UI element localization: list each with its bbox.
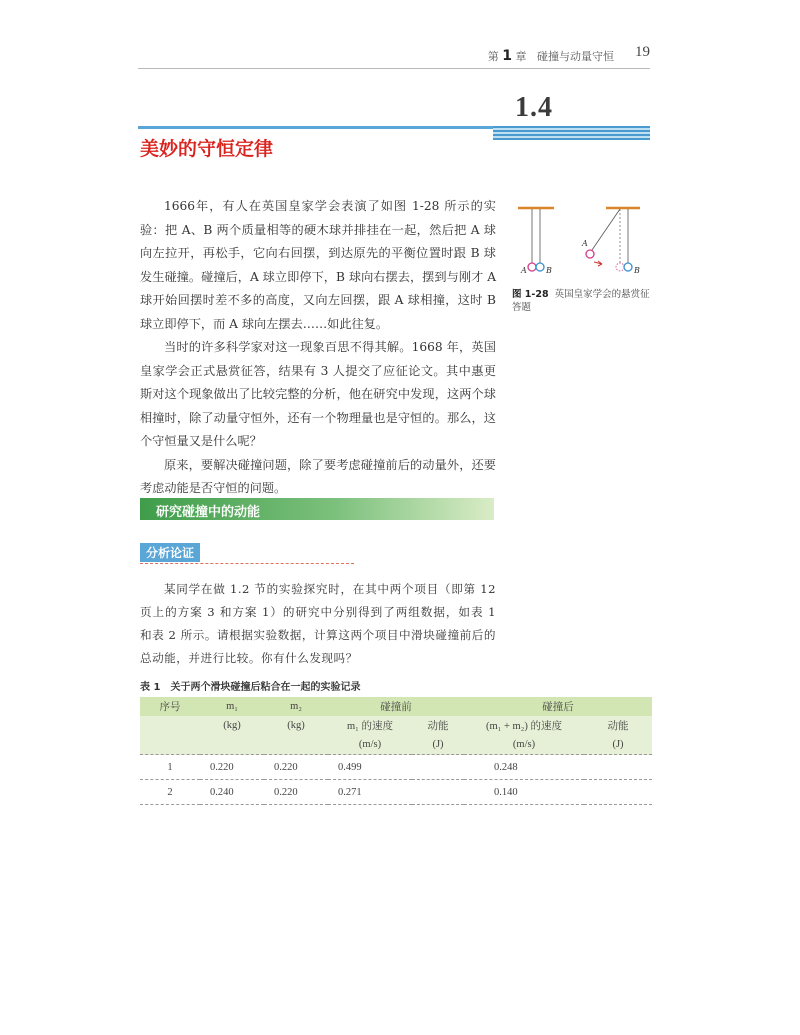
table-header-row: [140, 697, 652, 716]
analysis-label-text: 分析论证: [140, 543, 200, 562]
cell-m2: 0.220: [264, 755, 328, 780]
header-after: 碰撞后: [464, 697, 652, 716]
chapter-suffix: 章: [515, 50, 527, 63]
figure-pendulum: [510, 200, 650, 320]
cell-v-after: 0.248: [464, 755, 584, 780]
section-title: 美妙的守恒定律: [140, 138, 274, 160]
header-m2-unit: (kg): [264, 716, 328, 735]
ball-a-ghost: [616, 263, 624, 271]
string: [592, 209, 620, 250]
cell-m2: 0.220: [264, 780, 328, 805]
ball-b: [624, 263, 632, 271]
table-row: [140, 755, 652, 780]
pendulum-diagram: [510, 200, 650, 286]
header-ke-before-unit: (J): [412, 735, 464, 755]
figure-number: 图 1-28: [512, 289, 549, 300]
subsection-title: 研究碰撞中的动能: [156, 505, 261, 520]
header-m1-unit: (kg): [200, 716, 264, 735]
header-m2: m₂: [264, 697, 328, 716]
chapter-heading: [488, 48, 614, 64]
header-v-after-unit: (m/s): [464, 735, 584, 755]
figure-caption-text: 英国皇家学会的悬赏征答题: [512, 289, 650, 313]
cell-v1: 0.271: [328, 780, 412, 805]
running-header: [138, 42, 650, 69]
cell-v1: 0.499: [328, 755, 412, 780]
ball-a: [586, 250, 594, 258]
header-v-after: (m₁ + m₂) 的速度: [464, 716, 584, 735]
table-header-row: [140, 735, 652, 755]
analysis-label: [140, 543, 354, 564]
title-rule-stripes: [493, 126, 650, 140]
paragraph: 当时的许多科学家对这一现象百思不得其解。1668 年，英国皇家学会正式悬赏征答，结果有 3 人提交了应征论文。其中惠更斯对这个现象做出了比较完整的分析，他在研究中发现，这两个球相撞时，除了动量守恒外，还有一个物理量也是守恒的。那么，这个守恒量又是什么呢？: [140, 340, 496, 448]
header-m1: m₁: [200, 697, 264, 716]
header-serial: 序号: [140, 697, 200, 716]
table-caption: 表 1 关于两个滑块碰撞后粘合在一起的实验记录: [140, 682, 361, 693]
paragraph: 1666年，有人在英国皇家学会表演了如图 1-28 所示的实验：把 A、B 两个质量相等的硬木球并排挂在一起，然后把 A 球向左拉开，再松手，它向右回摆，到达原先的平衡位置时跟 B 球发生碰撞。碰撞后，A 球立即停下，B 球向右摆去，摆到与刚才 A 球开始回摆时差不多的高度，又向左回摆，跟 A 球相撞，这时 B 球立即停下，而 A 球向左摆去……如此往复。: [140, 199, 496, 331]
ball-b: [536, 263, 544, 271]
label-a: A: [521, 266, 527, 275]
cell-serial: 2: [140, 780, 200, 805]
label-b: B: [546, 266, 552, 275]
intro-text: [140, 195, 496, 501]
chapter-title: 碰撞与动量守恒: [537, 50, 614, 63]
header-ke-after-unit: (J): [584, 735, 652, 755]
paragraph: 原来，要解决碰撞问题，除了要考虑碰撞前后的动量外，还要考虑动能是否守恒的问题。: [140, 457, 496, 495]
figure-caption: [512, 288, 650, 314]
section-number: 1.4: [515, 92, 553, 123]
cell-ke-before: [412, 755, 464, 780]
task-paragraph: 某同学在做 1.2 节的实验探究时，在其中两个项目（即第 12 页上的方案 3 和方案 1）的研究中分别得到了两组数据，如表 1 和表 2 所示。请根据实验数据，计算这两个项目中滑块碰撞前后的总动能，并进行比较。你有什么发现吗？: [140, 582, 496, 665]
chapter-number: 1: [502, 48, 512, 64]
analysis-task: [140, 578, 496, 670]
page-number: 19: [635, 44, 650, 60]
header-ke-after: 动能: [584, 716, 652, 735]
label-a: A: [582, 239, 588, 248]
header-ke-before: 动能: [412, 716, 464, 735]
table-row: [140, 780, 652, 805]
header-before: 碰撞前: [328, 697, 464, 716]
cell-m1: 0.220: [200, 755, 264, 780]
data-table: [140, 697, 652, 805]
cell-serial: 1: [140, 755, 200, 780]
label-b: B: [634, 266, 640, 275]
title-rule-line: [138, 126, 493, 129]
cell-ke-after: [584, 780, 652, 805]
header-v1: m₁ 的速度: [328, 716, 412, 735]
chapter-prefix: 第: [487, 50, 499, 63]
ball-a: [528, 263, 536, 271]
cell-m1: 0.240: [200, 780, 264, 805]
cell-v-after: 0.140: [464, 780, 584, 805]
cell-ke-after: [584, 755, 652, 780]
header-v1-unit: (m/s): [328, 735, 412, 755]
subsection-banner: [140, 498, 494, 520]
table-header-row: [140, 716, 652, 735]
cell-ke-before: [412, 780, 464, 805]
